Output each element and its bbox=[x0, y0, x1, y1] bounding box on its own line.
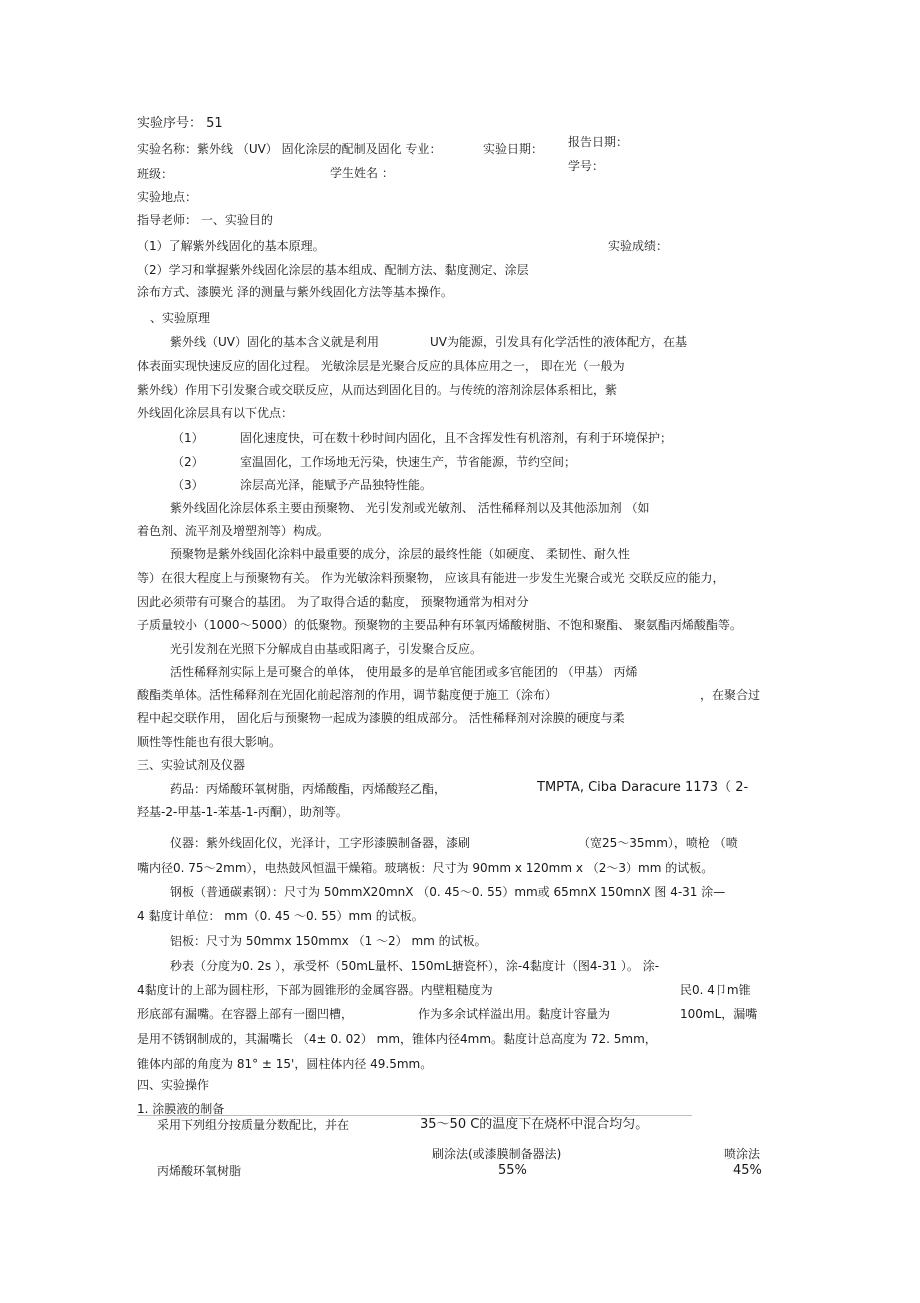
advantage-1-num: （1） bbox=[172, 431, 204, 445]
principle-p3-line1: 预聚物是紫外线固化涂料中最重要的成分，涂层的最终性能（如硬度、 柔韧性、耐久性 bbox=[170, 547, 630, 561]
drugs-line2: 羟基-2-甲基-1-苯基-1-丙酮），助剂等。 bbox=[137, 805, 348, 819]
instruments-line1b: （宽25～35mm），喷枪 （喷 bbox=[578, 836, 738, 850]
principle-p5-line3: 程中起交联作用， 固化后与预聚物一起成为漆膜的组成部分。 活性稀释剂对涂膜的硬度与柔 bbox=[137, 711, 625, 725]
advantage-3-num: （3） bbox=[172, 478, 204, 492]
viscometer-line3a: 形底部有漏嘴。在容器上部有一圈凹槽， bbox=[137, 1007, 354, 1021]
report-date-label: 报告日期： bbox=[568, 135, 629, 149]
mix-instruction-a: 采用下列组分按质量分数配比，并在 bbox=[157, 1118, 350, 1132]
exp-name: 实验名称：紫外线 （UV） 固化涂层的配制及固化 专业： bbox=[137, 142, 442, 156]
row-value-brush: 55% bbox=[498, 1163, 527, 1178]
drugs-line1b: TMPTA, Ciba Daracure 1173（ 2- bbox=[537, 780, 749, 795]
teacher-label: 指导老师： 一、实验目的 bbox=[137, 213, 273, 227]
objective-1: （1）了解紫外线固化的基本原理。 bbox=[137, 239, 325, 253]
principle-p5-line1: 活性稀释剂实际上是可聚合的单体， 使用最多的是单官能团或多官能团的 （甲基） 丙烯 bbox=[170, 665, 638, 679]
advantage-1-text: 固化速度快，可在数十秒时间内固化，且不含挥发性有机溶剂，有利于环境保护； bbox=[240, 431, 673, 445]
principle-p1-line4: 外线固化涂层具有以下优点： bbox=[137, 406, 294, 420]
exp-seq: 实验序号： 51 bbox=[137, 116, 223, 131]
class-label: 班级： bbox=[137, 167, 174, 181]
principle-p2-line2: 着色剂、流平剂及增塑剂等）构成。 bbox=[137, 524, 330, 538]
exp-date-label: 实验日期： bbox=[483, 142, 544, 156]
instruments-line1a: 仪器：紫外线固化仪，光泽计，工字形漆膜制备器，漆刷 bbox=[170, 836, 471, 850]
viscometer-line2a: 4黏度计的上部为圆柱形，下部为圆锥形的金属容器。内壁粗糙度为 bbox=[137, 983, 493, 997]
principle-p1-line3: 紫外线）作用下引发聚合或交联反应，从而达到固化目的。与传统的溶剂涂层体系相比，紫 bbox=[137, 383, 618, 397]
viscometer-line2b: 民0. 4卩m锥 bbox=[680, 983, 751, 997]
steel-plate-line1: 钢板（普通碳素钢）：尺寸为 50mmX20mnX （0. 45～0. 55）mm或 65mnX 150mnX 图 4-31 涂— bbox=[170, 885, 726, 899]
aluminum-plate: 铝板：尺寸为 50mmx 150mmx （1 ～2） mm 的试板。 bbox=[170, 934, 487, 948]
section-rule bbox=[137, 1115, 692, 1116]
principle-p3-line4: 子质量较小（1000～5000）的低聚物。预聚物的主要品种有环氧丙烯酸树脂、不饱和聚酯、 聚氨酯丙烯酸酯等。 bbox=[137, 618, 742, 632]
principle-p2-line1: 紫外线固化涂层体系主要由预聚物、 光引发剂或光敏剂、 活性稀释剂以及其他添加剂 （如 bbox=[170, 501, 650, 515]
viscometer-line5: 锥体内部的角度为 81° ± 15'，圆柱体内径 49.5mm。 bbox=[137, 1057, 433, 1071]
viscometer-line4: 是用不锈钢制成的，其漏嘴长 （4± 0. 02） mm，锥体内径4mm。黏度计总高度为 72. 5mm， bbox=[137, 1032, 657, 1046]
principle-p3-line3: 因此必须带有可聚合的基团。 为了取得合适的黏度， 预聚物通常为相对分 bbox=[137, 595, 529, 609]
row-label-epoxy-acrylate: 丙烯酸环氧树脂 bbox=[157, 1164, 242, 1178]
steel-plate-line2: 4 黏度计单位： mm（0. 45 ～0. 55）mm 的试板。 bbox=[137, 909, 424, 923]
location-label: 实验地点： bbox=[137, 190, 198, 204]
row-value-spray: 45% bbox=[733, 1163, 762, 1178]
principle-p5-line2: 酸酯类单体。活性稀释剂在光固化前起溶剂的作用，调节黏度便于施工（涂布） bbox=[137, 688, 558, 702]
principle-heading: 、实验原理 bbox=[150, 311, 211, 325]
principle-p1-line1a: 紫外线（UV）固化的基本含义就是利用 bbox=[170, 335, 379, 349]
advantage-3-text: 涂层高光泽，能赋予产品独特性能。 bbox=[240, 478, 433, 492]
viscometer-line3b: 作为多余试样溢出用。黏度计容量为 bbox=[418, 1007, 611, 1021]
principle-p4: 光引发剂在光照下分解成自由基或阳离子，引发聚合反应。 bbox=[170, 642, 483, 656]
advantage-2-text: 室温固化，工作场地无污染，快速生产，节省能源，节约空间； bbox=[240, 455, 577, 469]
principle-p5-line2-end: ，在聚合过 bbox=[700, 688, 761, 702]
mix-instruction-b: 35～50 C的温度下在烧杯中混合均匀。 bbox=[420, 1117, 649, 1132]
principle-p3-line2: 等）在很大程度上与预聚物有关。 作为光敏涂料预聚物， 应该具有能进一步发生光聚合或光 交联反应的能力， bbox=[137, 571, 725, 585]
principle-p5-line4: 顺性等性能也有很大影响。 bbox=[137, 735, 282, 749]
instruments-line2: 嘴内径0. 75～2mm），电热鼓风恒温干燥箱。玻璃板：尺寸为 90mm x 120mm x （2～3）mm 的试板。 bbox=[137, 861, 714, 875]
reagents-heading: 三、实验试剂及仪器 bbox=[137, 758, 246, 772]
score-label: 实验成绩： bbox=[608, 239, 669, 253]
column-brush-method: 刷涂法(或漆膜制备器法) bbox=[432, 1147, 562, 1161]
student-id-label: 学号： bbox=[568, 159, 605, 173]
operations-subheading: 1. 涂膜液的制备 bbox=[137, 1102, 225, 1116]
principle-p1-line1b: UV为能源，引发具有化学活性的液体配方，在基 bbox=[430, 335, 687, 349]
column-spray-method: 喷涂法 bbox=[724, 1147, 761, 1161]
operations-heading: 四、实验操作 bbox=[137, 1078, 210, 1092]
advantage-2-num: （2） bbox=[172, 455, 204, 469]
objective-2: （2）学习和掌握紫外线固化涂层的基本组成、配制方法、黏度测定、涂层 bbox=[137, 263, 529, 277]
drugs-line1a: 药品：丙烯酸环氧树脂，丙烯酸酯，丙烯酸羟乙酯， bbox=[170, 782, 447, 796]
principle-p1-line2: 体表面实现快速反应的固化过程。 光敏涂层是光聚合反应的具体应用之一， 即在光（一般为 bbox=[137, 359, 625, 373]
viscometer-line3c: 100mL，漏嘴 bbox=[680, 1007, 758, 1021]
student-name-label: 学生姓名 ： bbox=[330, 166, 394, 180]
objective-2-cont: 涂布方式、漆膜光 泽的测量与紫外线固化方法等基本操作。 bbox=[137, 285, 453, 299]
stopwatch-line1: 秒表（分度为0. 2s ），承受杯（50mL量杯、150mL搪瓷杯），涂-4黏度计（图4-31 ）。 涂- bbox=[170, 959, 660, 973]
